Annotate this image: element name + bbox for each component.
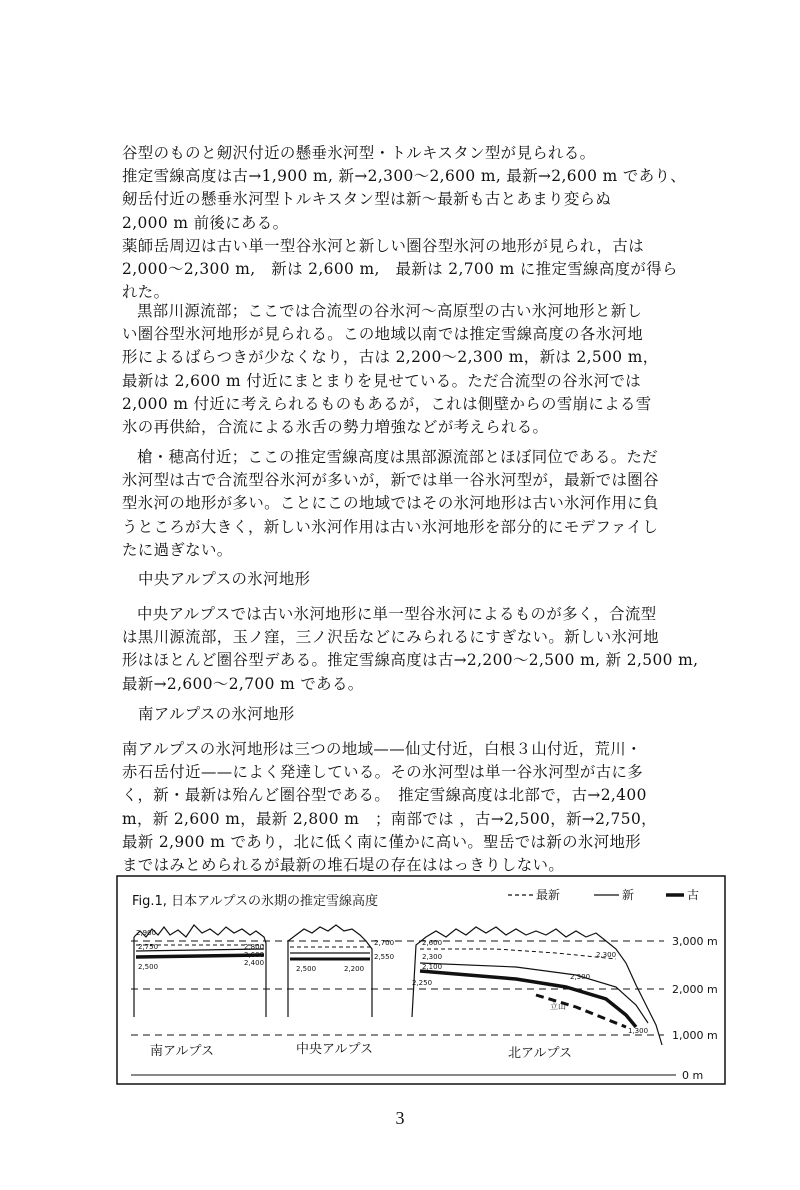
- text-line: 薬師岳周辺は古い単一型谷氷河と新しい圏谷型氷河の地形が見られ，古は: [122, 236, 645, 255]
- text-line: m，新 2,600 m，最新 2,800 m ；南部では ，古→2,500，新→2,750，: [122, 809, 657, 828]
- text-line: 谷型のものと剱沢付近の懸垂氷河型・トルキスタン型が見られる。: [122, 144, 596, 162]
- text-line: 中央アルプスでは古い氷河地形に単一型谷氷河によるものが多く，合流型: [137, 605, 657, 623]
- text-line: 氷河型は古で合流型谷氷河が多いが，新では単一谷氷河型が，最新では圏谷: [122, 471, 659, 490]
- central-label: 2,500: [296, 965, 317, 973]
- text-line: 剱岳付近の懸垂氷河型トルキスタン型は新～最新も古とあまり変らぬ: [122, 190, 612, 209]
- paragraph-yari-hotaka: [122, 446, 750, 562]
- figure-snowline-profile: [116, 875, 726, 1085]
- region-label-north: 北アルプス: [508, 1046, 572, 1061]
- text-line: は黒川源流部，玉ノ窪，三ノ沢岳などにみられるにすぎない。新しい氷河地: [122, 628, 659, 647]
- paragraph-south-alps: [122, 738, 750, 877]
- text-line: 氷の再供給，合流による氷舌の勢力増強などが考えられる。: [122, 417, 549, 436]
- region-label-south: 南アルプス: [150, 1044, 214, 1059]
- paragraph-north-alps-tsurugi: [122, 142, 750, 304]
- text-line: 南アルプスの氷河地形は三つの地域——仙丈付近，白根３山付近，荒川・: [122, 740, 642, 758]
- south-label: 2,600: [244, 951, 265, 959]
- north-label: 立山: [550, 1002, 566, 1011]
- south-label: 2,800: [244, 943, 265, 951]
- text-line: 槍・穂高付近；ここの推定雪線高度は黒部源流部とほぼ同位である。ただ: [137, 448, 659, 466]
- central-label: 2,700: [374, 939, 395, 947]
- text-line: うところが大きく，新しい氷河作用は古い氷河地形を部分的にモデファイし: [122, 517, 659, 536]
- paragraph-kurobe: [122, 300, 750, 439]
- south-label: 2,750: [138, 943, 159, 951]
- text-line: たに過ぎない。: [122, 540, 233, 559]
- text-line: 2,000～2,300 m, 新は 2,600 m, 最新は 2,700 m に推定雪線高度が得ら: [122, 259, 678, 278]
- text-line: く，新・最新は殆んど圏谷型である。 推定雪線高度は北部で，古→2,400: [122, 786, 647, 805]
- north-snowline-newest: [420, 949, 616, 959]
- text-line: 赤石岳付近——によく発達している。その氷河型は単一谷氷河型が古に多: [122, 763, 644, 782]
- heading-south-alps: 南アルプスの氷河地形: [138, 705, 295, 723]
- legend-newest-label: 最新: [536, 888, 561, 902]
- heading-central-alps: 中央アルプスの氷河地形: [138, 570, 311, 588]
- central-label: 2,550: [374, 953, 395, 961]
- north-label: 2,300: [570, 973, 591, 981]
- north-label: 2,250: [412, 979, 433, 987]
- text-line: れた。: [122, 283, 170, 302]
- north-snowline-tateyama: [536, 995, 626, 1027]
- text-line: 2,000 m 付近に考えられるものもあるが，これは側壁からの雪崩による雪: [122, 394, 652, 413]
- text-line: 推定雪線高度は古→1,900 m, 新→2,300～2,600 m, 最新→2,600 m であり、: [122, 167, 687, 186]
- elevation-label-3000: 3,000 m: [672, 935, 718, 948]
- elevation-label-0: 0 m: [682, 1069, 704, 1082]
- text-line: 最新は 2,600 m 付近にまとまりを見せている。ただ合流型の谷氷河では: [122, 371, 642, 390]
- legend-old-label: 古: [687, 888, 700, 902]
- paragraph-central-alps: [122, 603, 750, 696]
- elevation-label-1000: 1,000 m: [672, 1029, 718, 1042]
- legend-new-label: 新: [622, 888, 635, 902]
- text-line: まではみとめられるが最新の堆石堤の存在ははっきりしない。: [122, 855, 565, 874]
- south-alps-profile: [134, 925, 266, 1017]
- south-label: 2,500: [138, 963, 159, 971]
- north-snowline-new: [420, 963, 648, 1023]
- text-line: 型氷河の地形が多い。ことにこの地域ではその氷河地形は古い氷河作用に負: [122, 494, 659, 513]
- text-line: 形はほとんど圏谷型デある。推定雪線高度は古→2,200～2,500 m, 新 2,500 m,: [122, 651, 699, 670]
- text-line: 黒部川源流部；ここでは合流型の谷氷河～高原型の古い氷河地形と新し: [137, 302, 643, 320]
- south-label: 2,400: [244, 959, 265, 967]
- north-label: 1,300: [628, 1027, 649, 1035]
- text-line: 2,000 m 前後にある。: [122, 213, 289, 232]
- text-line: い圏谷型氷河地形が見られる。この地域以南では推定雪線高度の各氷河地: [122, 325, 644, 344]
- north-label: 2,300: [422, 953, 443, 961]
- north-label: 2,300: [596, 951, 617, 959]
- text-line: 最新→2,600～2,700 m である。: [122, 674, 364, 693]
- region-label-central: 中央アルプス: [296, 1042, 373, 1057]
- snowline-profile-svg: [116, 875, 726, 1085]
- elevation-label-2000: 2,000 m: [672, 983, 718, 996]
- north-label: 2,600: [422, 939, 443, 947]
- south-label: 2,900: [136, 929, 157, 937]
- figure-title: Fig.1, 日本アルプスの氷期の推定雪線高度: [132, 894, 379, 909]
- central-label: 2,200: [344, 965, 365, 973]
- page-number: 3: [395, 1108, 405, 1128]
- text-line: 形によるばらつきが少なくなり，古は 2,200～2,300 m，新は 2,500 m，: [122, 348, 659, 367]
- north-label: 2,100: [422, 963, 443, 971]
- text-line: 最新 2,900 m であり，北に低く南に僅かに高い。聖岳では新の氷河地形: [122, 832, 642, 851]
